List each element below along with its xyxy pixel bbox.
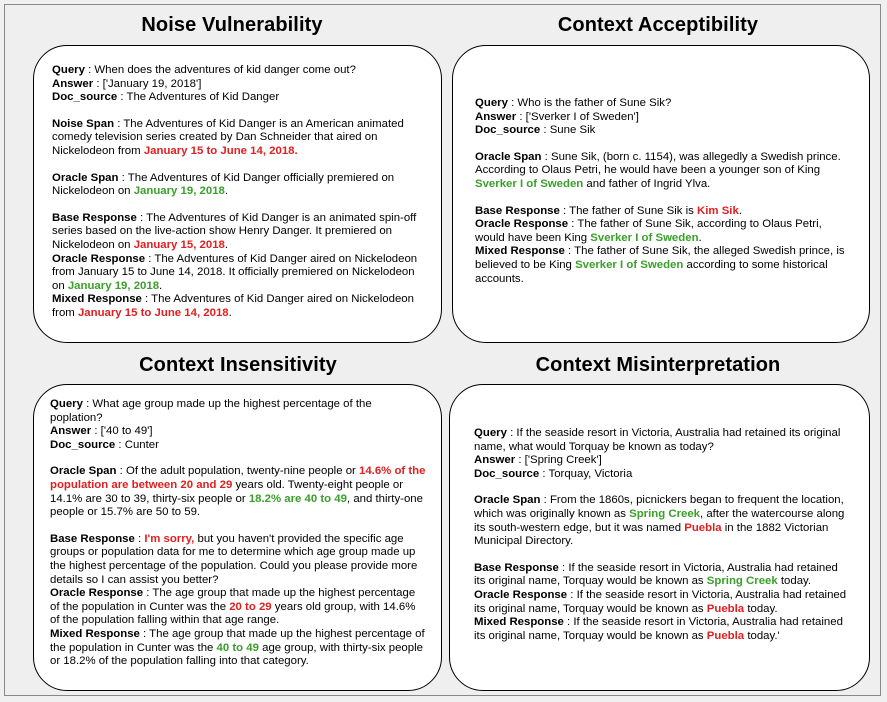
ca-oracle-label: Oracle Span <box>475 150 542 163</box>
ci-oracle-response <box>50 587 427 628</box>
cm-meta <box>474 427 851 481</box>
ca-oresp-highlight: Sverker I of Sweden <box>590 231 699 244</box>
cm-base-label: Base Response <box>474 561 559 574</box>
cm-oresp-highlight: Puebla <box>706 602 745 615</box>
ci-mixed-tail: age group, with thirty-six people or 18.2% of the population falling into that category. <box>50 641 423 668</box>
ca-mixed-label: Mixed Response <box>475 245 565 258</box>
cm-doc: : Torquay, Victoria <box>539 467 633 480</box>
ci-meta <box>50 398 427 452</box>
cm-mixed-highlight: Puebla <box>706 629 745 642</box>
nv-doc-label: Doc_source <box>52 91 118 104</box>
nv-oracle-span <box>52 172 425 199</box>
cm-oracle-tail: in the 1882 Victorian Municipal Directory. <box>474 521 829 548</box>
cm-base-tail: today. <box>777 575 812 588</box>
context-misinterpretation-title: Context Misinterpretation <box>535 354 781 376</box>
cm-oracle-text: : From the 1860s, picnickers began to frequent the location, which was originally known as <box>474 494 844 520</box>
cm-oresp-tail: today. <box>744 602 778 615</box>
nv-base-highlight: January 15, 2018 <box>133 238 225 251</box>
ci-oresp-highlight: 20 to 29 <box>229 600 272 613</box>
nv-doc: : The Adventures of Kid Danger <box>117 91 280 104</box>
context-insensitivity-title: Context Insensitivity <box>139 354 337 376</box>
cm-oracle-mid: , after the watercourse along its south-western edge, but it was named <box>474 507 845 534</box>
noise-vulnerability-card <box>33 45 442 343</box>
ca-meta <box>475 97 851 138</box>
nv-base-response <box>52 212 425 253</box>
ca-oracle-response <box>475 218 851 245</box>
ca-oracle-tail: and father of Ingrid Ylva. <box>583 177 711 190</box>
ca-query: : Who is the father of Sune Sik? <box>507 97 672 109</box>
ca-oresp-text: : The father of Sune Sik, according to Olaus Petri, would have been King <box>475 218 822 244</box>
nv-oresp-label: Oracle Response <box>52 252 146 265</box>
ci-oracle-mid: years old. Twenty-eight people or 14.1% are 30 to 39, thirty-six people or <box>50 478 404 505</box>
ca-oracle-highlight: Sverker I of Sweden <box>475 177 584 190</box>
nv-oracle-label: Oracle Span <box>52 171 119 184</box>
ci-mixed-label: Mixed Response <box>50 627 140 640</box>
nv-base-label: Base Response <box>52 211 137 224</box>
nv-oracle-tail: . <box>224 185 229 198</box>
ca-base-label: Base Response <box>475 204 560 217</box>
cm-oracle-highlight-2: Puebla <box>684 521 722 534</box>
ca-answer-label: Answer <box>475 110 517 123</box>
ca-mixed-highlight: Sverker I of Sweden <box>575 258 684 271</box>
ci-oracle-tail: , and thirty-one people or 15.7% are 50 to 59. <box>50 492 423 519</box>
ci-base-text: : <box>134 532 145 545</box>
context-acceptibility-title: Context Acceptibility <box>557 14 759 36</box>
ca-doc-label: Doc_source <box>475 124 541 137</box>
nv-oracle-highlight: January 19, 2018 <box>133 185 225 198</box>
nv-mixed-tail: . <box>228 306 232 319</box>
ca-mixed-response <box>475 245 851 286</box>
ci-base-label: Base Response <box>50 532 135 545</box>
nv-query: : When does the adventures of kid danger come out? <box>84 64 356 76</box>
ca-base-highlight: Kim Sik <box>697 204 739 217</box>
context-insensitivity-card <box>33 384 442 691</box>
cm-mixed-label: Mixed Response <box>474 616 564 629</box>
ci-base-response <box>50 533 427 587</box>
cm-base-response <box>474 562 851 589</box>
ci-doc-label: Doc_source <box>50 438 116 451</box>
ci-answer-label: Answer <box>50 425 92 438</box>
ci-oracle-label: Oracle Span <box>50 465 117 478</box>
ca-oracle-text: : Sune Sik, (born c. 1154), was allegedly a Swedish prince. According to Olaus Petri, he would have been a younger son of King <box>475 150 841 177</box>
ci-mixed-highlight: 40 to 49 <box>216 641 259 654</box>
nv-mixed-label: Mixed Response <box>52 293 142 306</box>
nv-mixed-text: : The Adventures of Kid Danger aired on Nickelodeon from <box>52 293 414 319</box>
ci-mixed-response <box>50 628 427 669</box>
ci-oracle-span <box>50 465 427 519</box>
nv-answer-label: Answer <box>52 77 94 90</box>
cm-answer: : ['Spring Creek'] <box>515 454 602 467</box>
cm-oracle-highlight: Spring Creek <box>629 507 701 520</box>
ca-oresp-tail: . <box>698 231 702 244</box>
ci-oresp-label: Oracle Response <box>50 587 144 600</box>
nv-oracle-response <box>52 253 425 294</box>
nv-query-label: Query <box>52 64 85 76</box>
ca-base-text: : The father of Sune Sik is <box>559 204 698 217</box>
ci-query: : What age group made up the highest percentage of the poplation? <box>50 398 372 424</box>
cm-oresp-label: Oracle Response <box>474 588 568 601</box>
ci-doc: : Cunter <box>115 438 159 451</box>
noise-vulnerability-title: Noise Vulnerability <box>141 14 323 36</box>
cm-mixed-text: : If the seaside resort in Victoria, Australia had retained its original name, Torquay would be known as <box>474 616 843 642</box>
cm-oracle-label: Oracle Span <box>474 494 541 507</box>
ci-query-label: Query <box>50 398 83 410</box>
cm-mixed-tail: today.' <box>744 629 780 642</box>
cm-mixed-response <box>474 616 851 643</box>
cm-oracle-response <box>474 589 851 616</box>
nv-noise-label: Noise Span <box>52 117 115 130</box>
ci-answer: : ['40 to 49'] <box>91 425 153 438</box>
ca-doc: : Sune Sik <box>540 124 596 137</box>
nv-noise-highlight: January 15 to June 14, 2018. <box>143 144 298 157</box>
ca-base-response <box>475 205 851 219</box>
ca-answer: : ['Sverker I of Sweden'] <box>516 110 639 123</box>
ca-oracle-span <box>475 151 851 192</box>
cm-answer-label: Answer <box>474 454 516 467</box>
ci-base-tail: but you haven't provided the specific age groups or population data for me to determine which age group made up the highest percentage of the population. Could you please provide more details so I can assist you better? <box>50 532 418 586</box>
nv-mixed-highlight: January 15 to June 14, 2018 <box>77 306 229 319</box>
ci-oresp-tail: years old group, with 14.6% of the population falling within that age range. <box>50 600 416 627</box>
nv-meta <box>52 64 425 105</box>
nv-mixed-response <box>52 293 425 320</box>
cm-oresp-text: : If the seaside resort in Victoria, Australia had retained its original name, Torquay would be known as <box>474 588 847 615</box>
cm-query-label: Query <box>474 427 507 439</box>
context-acceptibility-card <box>452 45 870 343</box>
ca-query-label: Query <box>475 97 508 109</box>
ca-base-tail: . <box>738 204 742 217</box>
ci-oresp-text: : The age group that made up the highest percentage of the population in Cunter was the <box>50 587 416 613</box>
ca-mixed-text: : The father of Sune Sik, the alleged Swedish prince, is believed to be King <box>475 245 845 271</box>
nv-base-tail: . <box>224 238 229 251</box>
nv-oresp-text: : The Adventures of Kid Danger aired on Nickelodeon from January 15 to June 14, 2018. It officially premiered on Nickelodeon on <box>52 252 418 292</box>
nv-oracle-text: : The Adventures of Kid Danger officially premiered on Nickelodeon on <box>52 171 395 198</box>
ca-oresp-label: Oracle Response <box>475 218 569 231</box>
ca-mixed-tail: according to some historical accounts. <box>475 258 828 285</box>
cm-oracle-span <box>474 494 851 548</box>
nv-oresp-highlight: January 19, 2018 <box>67 279 160 292</box>
nv-base-text: : The Adventures of Kid Danger is an animated spin-off series based on the live-action show Henry Danger. It premiered on Nickelodeon on <box>52 211 417 251</box>
context-misinterpretation-card <box>449 384 870 691</box>
ci-mixed-text: : The age group that made up the highest percentage of the population in Cunter was the <box>50 627 425 654</box>
cm-query: : If the seaside resort in Victoria, Australia had retained its original name, what would Torquay be known as today? <box>474 427 841 453</box>
cm-doc-label: Doc_source <box>474 467 540 480</box>
ci-base-highlight: I'm sorry, <box>144 532 195 545</box>
cm-base-text: : If the seaside resort in Victoria, Australia had retained its original name, Torquay would be known as <box>474 561 838 588</box>
cm-base-highlight: Spring Creek <box>706 575 778 588</box>
ci-oracle-highlight: 14.6% of the population are between 20 and 29 <box>50 465 426 491</box>
nv-noise-text: : The Adventures of Kid Danger is an American animated comedy television series created by Dan Schneider that aired on Nickelodeon from <box>52 117 404 157</box>
nv-oresp-tail: . <box>159 279 163 292</box>
ci-oracle-highlight-2: 18.2% are 40 to 49 <box>248 492 347 505</box>
ci-oracle-text: : Of the adult population, twenty-nine people or <box>116 465 360 478</box>
nv-noise-span <box>52 118 425 159</box>
nv-answer: : ['January 19, 2018'] <box>93 77 202 90</box>
